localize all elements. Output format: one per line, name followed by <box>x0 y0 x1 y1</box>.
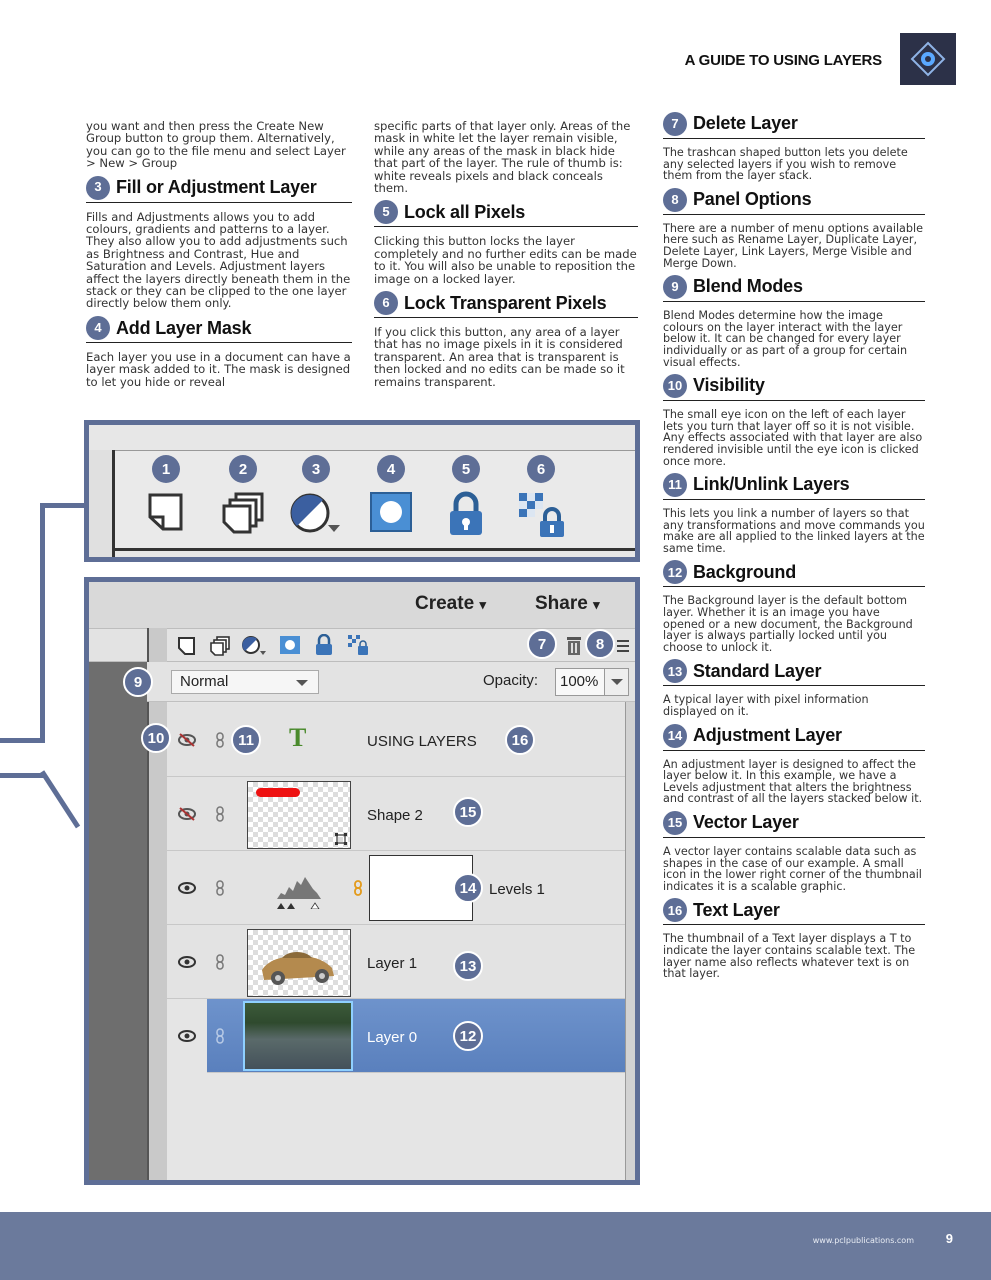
section-10-heading <box>663 374 925 401</box>
section-number: 13 <box>663 659 687 683</box>
lock-all-icon[interactable] <box>446 491 486 537</box>
layer-row-shape[interactable] <box>167 777 625 851</box>
section-14-heading <box>663 724 925 751</box>
callout-badge: 2 <box>229 455 257 483</box>
car-image <box>248 930 350 996</box>
callout-badge: 14 <box>453 873 483 903</box>
section-7-body: The trashcan shaped button lets you delete any selected layers if you wish to remove them from the layer stack. <box>663 146 908 183</box>
section-12-heading <box>663 560 925 587</box>
section-11-body: This lets you link a number of layers so that any transformations and move commands you make are all applied to the linked layers at the same time. <box>663 507 925 555</box>
layer-thumbnail <box>247 781 351 849</box>
section-number: 3 <box>86 176 110 200</box>
blend-mode-value: Normal <box>180 673 229 690</box>
page-footer <box>0 1212 991 1280</box>
layer-row-background[interactable] <box>207 999 625 1073</box>
section-5-heading <box>374 200 638 227</box>
layer-mask-icon[interactable] <box>279 635 301 655</box>
intro-text: specific parts of that layer only. Areas of the mask in white let the layer remain visible, while any areas of the mask in black hide that part of the layer. The rule of thumb is: white reveals pixels and black conceals them. <box>374 119 631 196</box>
section-13-heading <box>663 659 925 686</box>
opacity-dropdown-button[interactable] <box>604 669 628 695</box>
section-16-body: The thumbnail of a Text layer displays a T to indicate the layer contains scalable text. The layer name also reflects whatever text is on that layer. <box>663 932 916 981</box>
blend-row <box>133 662 635 702</box>
section-title: Visibility <box>693 375 765 396</box>
section-9-heading <box>663 275 925 302</box>
section-3-heading <box>86 176 352 203</box>
levels-histogram-icon <box>275 869 325 909</box>
connector-line <box>0 773 45 778</box>
section-title: Delete Layer <box>693 113 798 134</box>
section-6-heading <box>374 291 638 318</box>
section-4-heading <box>86 316 352 343</box>
section-3-body: Fills and Adjustments allows you to add colours, gradients and patterns to a layer. They also allow you to add adjustments such as Brightness and Contrast, Hue and Saturation and Levels. Adjustment layers affect the layers directly beneath them in the stack or they can be clipped to the one layer directly below them only. <box>86 209 351 311</box>
link-icon[interactable] <box>215 880 225 896</box>
layer-name: Levels 1 <box>489 881 545 898</box>
section-number: 12 <box>663 560 687 584</box>
section-number: 14 <box>663 724 687 748</box>
layers-panel <box>84 577 640 1185</box>
eye-icon[interactable] <box>177 881 197 895</box>
share-label: Share <box>535 593 588 614</box>
connector-line <box>40 503 86 508</box>
section-title: Lock Transparent Pixels <box>404 292 607 313</box>
fill-adjustment-icon[interactable] <box>241 635 269 657</box>
section-number: 5 <box>374 200 398 224</box>
section-number: 10 <box>663 374 687 398</box>
connector-line <box>40 770 80 828</box>
panel-toolbar <box>89 628 635 662</box>
opacity-label: Opacity: <box>483 672 539 689</box>
callout-badge: 1 <box>152 455 180 483</box>
layer-name: Layer 0 <box>367 1029 418 1046</box>
panel-menu-icon[interactable] <box>617 639 629 653</box>
connector-line <box>40 503 45 743</box>
panel-gutter <box>147 628 167 1180</box>
section-title: Background <box>693 561 797 582</box>
eye-hidden-icon[interactable] <box>177 733 197 747</box>
text-layer-thumbnail: T <box>289 723 307 752</box>
panel-header <box>89 582 635 628</box>
section-title: Lock all Pixels <box>404 202 526 223</box>
callout-badge: 10 <box>141 723 171 753</box>
section-number: 15 <box>663 811 687 835</box>
column-3 <box>663 112 925 986</box>
eye-icon[interactable] <box>177 1029 197 1043</box>
chevron-down-icon <box>296 680 308 686</box>
column-1 <box>86 120 352 394</box>
section-11-heading <box>663 473 925 500</box>
toolbar-sidebar <box>89 450 115 557</box>
trash-icon[interactable] <box>565 634 583 656</box>
new-group-icon[interactable] <box>209 635 231 657</box>
section-number: 7 <box>663 112 687 136</box>
section-6-body: If you click this button, any area of a layer that has no image pixels in it is considered transparent. An area that is transparent is then locked and no edits can be made so it remains transparent. <box>374 325 625 389</box>
callout-badge: 15 <box>453 797 483 827</box>
panel-left-strip <box>89 662 147 1180</box>
section-14-body: An adjustment layer is designed to affect the layer below it. In this example, we have a Levels adjustment that alters the brightness and contrast of all the layers stacked below it. <box>663 757 923 806</box>
link-icon[interactable] <box>215 954 225 970</box>
link-icon[interactable] <box>215 1028 225 1044</box>
eye-icon[interactable] <box>177 955 197 969</box>
section-number: 11 <box>663 473 687 497</box>
section-title: Text Layer <box>693 899 780 920</box>
footer-url: www.pclpublications.com <box>812 1236 914 1245</box>
section-title: Link/Unlink Layers <box>693 474 850 495</box>
callout-badge: 3 <box>302 455 330 483</box>
section-8-body: There are a number of menu options available here such as Rename Layer, Duplicate Layer, Delete Layer, Link Layers, Merge Visible and Merge Down. <box>663 221 923 270</box>
background-thumbnail <box>243 1001 353 1071</box>
toolbar-item-6 <box>511 455 571 539</box>
create-label: Create <box>415 593 475 614</box>
toolbar-item-1 <box>136 455 196 535</box>
callout-badge: 5 <box>452 455 480 483</box>
callout-badge: 9 <box>123 667 153 697</box>
section-15-heading <box>663 811 925 838</box>
layer-row-standard[interactable] <box>167 925 625 999</box>
callout-badge: 13 <box>453 951 483 981</box>
column-2 <box>374 120 638 394</box>
opacity-input[interactable] <box>555 668 629 696</box>
layer-name: Layer 1 <box>367 955 418 972</box>
clip-link-icon <box>353 880 363 896</box>
eye-hidden-icon[interactable] <box>177 807 197 821</box>
section-title: Adjustment Layer <box>693 724 842 745</box>
connector-line <box>0 738 45 743</box>
layer-thumbnail <box>247 929 351 997</box>
section-number: 8 <box>663 188 687 212</box>
toolbar-item-4 <box>361 455 421 533</box>
link-icon[interactable] <box>215 806 225 822</box>
section-5-body: Clicking this button locks the layer completely and no further edits can be made to it. You will also be unable to reposition the image on a locked layer. <box>374 234 637 286</box>
link-icon[interactable] <box>215 732 225 748</box>
lock-transparent-icon[interactable] <box>347 634 369 656</box>
section-number: 4 <box>86 316 110 340</box>
fill-adjustment-icon[interactable] <box>288 491 344 537</box>
section-number: 6 <box>374 291 398 315</box>
section-8-heading <box>663 188 925 215</box>
lock-all-icon[interactable] <box>315 634 333 656</box>
layer-name: USING LAYERS <box>367 733 477 750</box>
opacity-value: 100% <box>560 673 599 690</box>
section-9-body: Blend Modes determine how the image colours on the layer interact with the layer below it. It can be changed for every layer individually or as part of a group for certain visual effects. <box>663 309 908 369</box>
section-title: Add Layer Mask <box>116 317 252 338</box>
callout-badge: 6 <box>527 455 555 483</box>
layer-row-adjustment[interactable] <box>167 851 625 925</box>
lock-transparent-icon[interactable] <box>515 489 567 539</box>
section-title: Blend Modes <box>693 276 803 297</box>
section-number: 9 <box>663 275 687 299</box>
vector-corner-icon <box>334 832 348 846</box>
toolbar-divider <box>115 548 635 551</box>
page-number: 9 <box>945 1231 953 1246</box>
section-title: Panel Options <box>693 188 812 209</box>
section-12-body: The Background layer is the default bottom layer. Whether it is an image you have opened or a new document, the Background layer is always partially locked until you choose to unlock it. <box>663 594 913 654</box>
new-group-icon[interactable] <box>220 491 266 537</box>
callout-badge: 7 <box>527 629 557 659</box>
layer-mask-icon[interactable] <box>369 491 413 533</box>
new-layer-icon[interactable] <box>177 636 197 656</box>
new-layer-icon[interactable] <box>145 491 187 535</box>
callout-badge: 8 <box>585 629 615 659</box>
section-16-heading <box>663 898 925 925</box>
callout-badge: 16 <box>505 725 535 755</box>
layer-row-text[interactable] <box>147 703 625 777</box>
section-10-body: The small eye icon on the left of each layer lets you turn that layer off so it is not visible. Any effects associated with that layer are also rendered invisible until the eye icon is clicked once more. <box>663 408 923 468</box>
section-title: Fill or Adjustment Layer <box>116 177 317 198</box>
section-number: 16 <box>663 898 687 922</box>
callout-badge: 11 <box>231 725 261 755</box>
red-shape <box>256 788 300 797</box>
section-15-body: A vector layer contains scalable data such as shapes in the case of our example. A small icon in the lower right corner of the thumbnail indicates it is a scalable graphic. <box>663 845 922 893</box>
layer-name: Shape 2 <box>367 807 423 824</box>
intro-text: you want and then press the Create New Group button to group them. Alternatively, you can go to the file menu and select Layer > New > Group <box>86 119 346 171</box>
section-13-body: A typical layer with pixel information displayed on it. <box>663 693 869 719</box>
callout-badge: 4 <box>377 455 405 483</box>
section-7-heading <box>663 112 925 139</box>
callout-badge: 12 <box>453 1021 483 1051</box>
section-title: Vector Layer <box>693 812 799 833</box>
share-button[interactable]: Share ▾ <box>535 593 600 614</box>
toolbar-item-3 <box>286 455 346 537</box>
section-4-body: Each layer you use in a document can have a layer mask added to it. The mask is designed to let you hide or reveal <box>86 349 351 389</box>
section-title: Standard Layer <box>693 660 822 681</box>
toolbar-zoom <box>84 420 640 562</box>
blend-mode-select[interactable] <box>171 670 319 694</box>
create-button[interactable]: Create ▾ <box>415 593 486 614</box>
toolbar-item-5 <box>436 455 496 537</box>
page-header-title: A GUIDE TO USING LAYERS <box>684 52 882 69</box>
toolbar-item-2 <box>213 455 273 537</box>
photoshop-elements-icon <box>900 33 956 85</box>
panel-scrollbar[interactable] <box>625 702 635 1180</box>
